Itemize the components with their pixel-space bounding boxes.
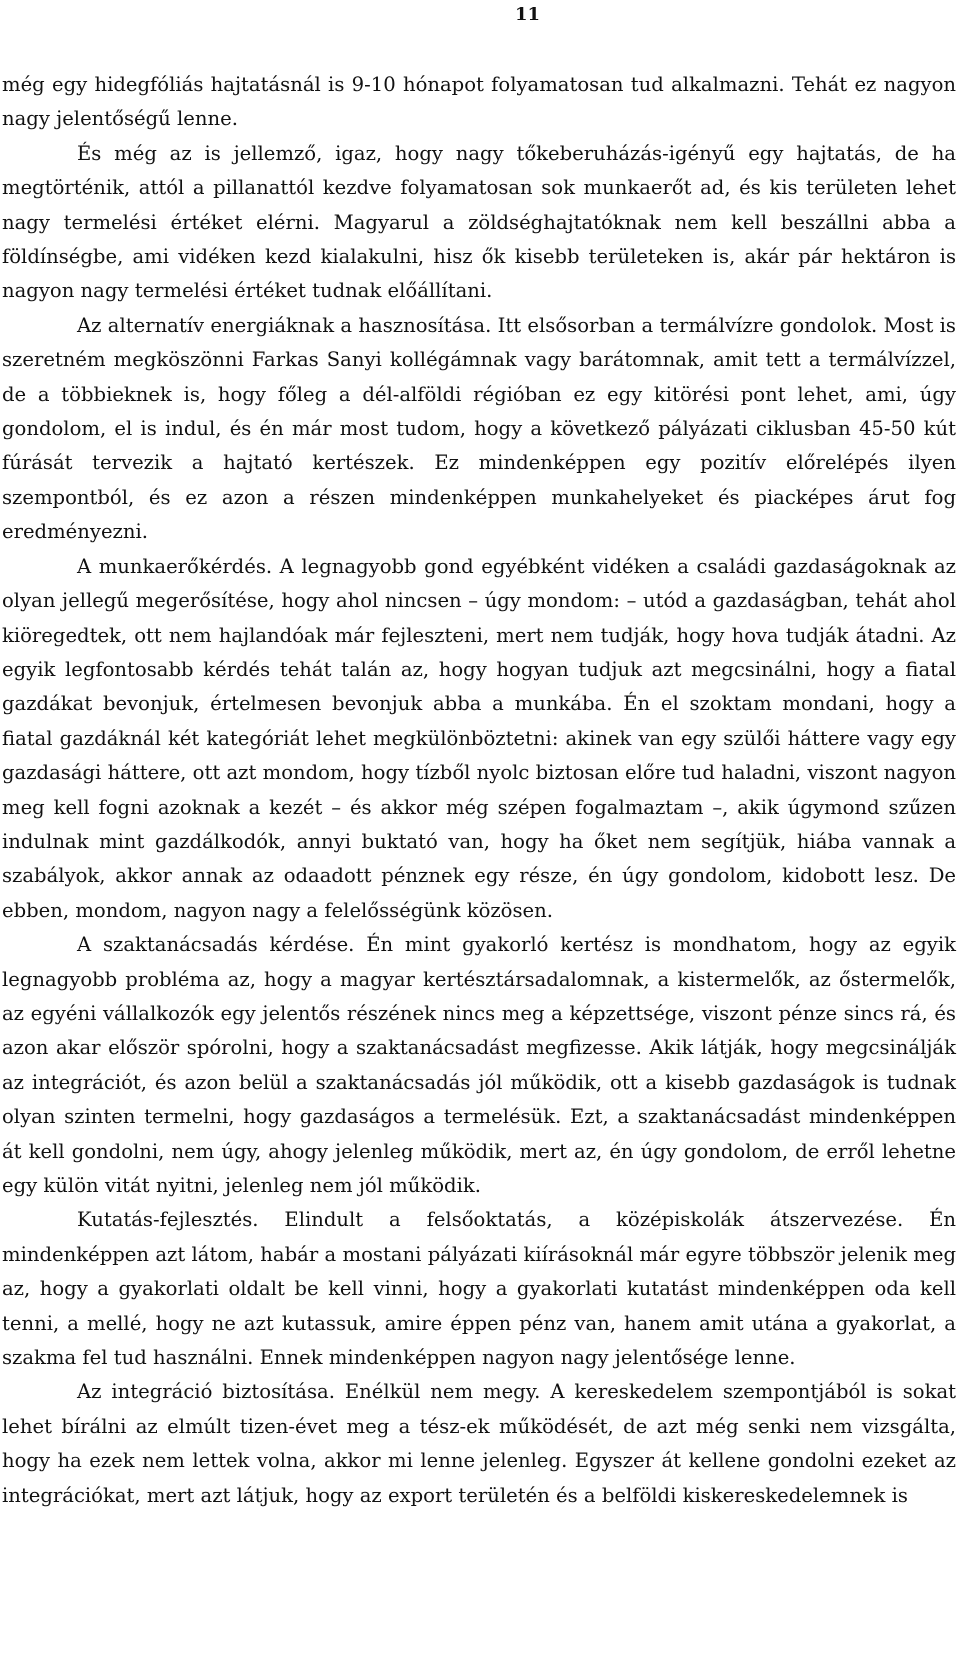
paragraph: A szaktanácsadás kérdése. Én mint gyakorló kertész is mondhatom, hogy az egyik legnagyobb probléma az, hogy a magyar kertésztársadalomnak, a kistermelők, az őstermelők, az egyéni vállalkozók egy jelentős részének nincs meg a képzettsége, viszont pénze sincs rá, és azon akar először spórolni, hogy a szaktanácsadást megfizesse. Akik látják, hogy megcsinálják az integrációt, és azon belül a szaktanácsadás jól működik, ott a kisebb gazdaságok is tudnak olyan szinten termelni, hogy gazdaságos a termelésük. Ezt, a szaktanácsadást mindenképpen át kell gondolni, nem úgy, ahogy jelenleg működik, mert az, én úgy gondolom, de erről lehetne egy külön vitát nyitni, jelenleg nem jól működik.	[2, 933, 956, 1197]
paragraph: Kutatás-fejlesztés. Elindult a felsőoktatás, a középiskolák átszervezése. Én mindenképpen azt látom, habár a mostani pályázati kiírásoknál már egyre többször jelenik meg az, hogy a gyakorlati oldalt be kell vinni, hogy a gyakorlati kutatást mindenképpen oda kell tenni, a mellé, hogy ne azt kutassuk, amire éppen pénz van, hanem amit utána a gyakorlat, a szakma fel tud használni. Ennek mindenképpen nagyon nagy jelentősége lenne.	[2, 1208, 956, 1370]
page-number: 11	[514, 4, 540, 25]
paragraph: Az alternatív energiáknak a hasznosítása. Itt elsősorban a termálvízre gondolok. Most is szeretném megköszönni Farkas Sanyi kollégámnak vagy barátomnak, amit tett a termálvízzel, de a többieknek is, hogy főleg a dél-alföldi régióban ez egy kitörési pont lehet, ami, úgy gondolom, el is indul, és én már most tudom, hogy a következő pályázati ciklusban 45-50 kút fúrását tervezik a hajtató kertészek. Ez mindenképpen egy pozitív előrelépés ilyen szempontból, és ez azon a részen mindenképpen munkahelyeket és piacképes árut fog eredményezni.	[2, 313, 956, 544]
paragraph: még egy hidegfóliás hajtatásnál is 9-10 hónapot folyamatosan tud alkalmazni. Tehát ez nagyon nagy jelentőségű lenne.	[2, 73, 956, 131]
body-text	[2, 68, 956, 1513]
paragraph: És még az is jellemző, igaz, hogy nagy tőkeberuházás-igényű egy hajtatás, de ha megtörténik, attól a pillanattól kezdve folyamatosan sok munkaerőt ad, és kis területen lehet nagy termelési értéket elérni. Magyarul a zöldséghajtatóknak nem kell beszállni abba a földínségbe, ami vidéken kezd kialakulni, hisz ők kisebb területeken is, akár pár hektáron is nagyon nagy termelési értéket tudnak előállítani.	[2, 141, 956, 303]
paragraph: A munkaerőkérdés. A legnagyobb gond egyébként vidéken a családi gazdaságoknak az olyan jellegű megerősítése, hogy ahol nincsen – úgy mondom: – utód a gazdaságban, tehát ahol kiöregedtek, ott nem hajlandóak már fejleszteni, mert nem tudják, hogy hova tudják átadni. Az egyik legfontosabb kérdés tehát talán az, hogy hogyan tudjuk azt megcsinálni, hogy a fiatal gazdákat bevonjuk, értelmesen bevonjuk abba a munkába. Én el szoktam mondani, hogy a fiatal gazdáknál két kategóriát lehet megkülönböztetni: akinek van egy szülői háttere vagy egy gazdasági háttere, ott azt mondom, hogy tízből nyolc biztosan előre tud haladni, viszont nagyon meg kell fogni azoknak a kezét – és akkor még szépen fogalmaztam –, akik úgymond szűzen indulnak mint gazdálkodók, annyi buktató van, hogy ha őket nem segítjük, hiába vannak a szabályok, akkor annak az odaadott pénznek egy része, én úgy gondolom, kidobott lesz. De ebben, mondom, nagyon nagy a felelősségünk közösen.	[2, 554, 956, 922]
paragraph: Az integráció biztosítása. Enélkül nem megy. A kereskedelem szempontjából is sokat lehet bírálni az elmúlt tizen-évet meg a tész-ek működését, de azt még senki nem vizsgálta, hogy ha ezek nem lettek volna, akkor mi lenne jelenleg. Egyszer át kellene gondolni ezeket az integrációkat, mert azt látjuk, hogy az export területén és a belföldi kiskereskedelemnek is	[2, 1380, 956, 1507]
